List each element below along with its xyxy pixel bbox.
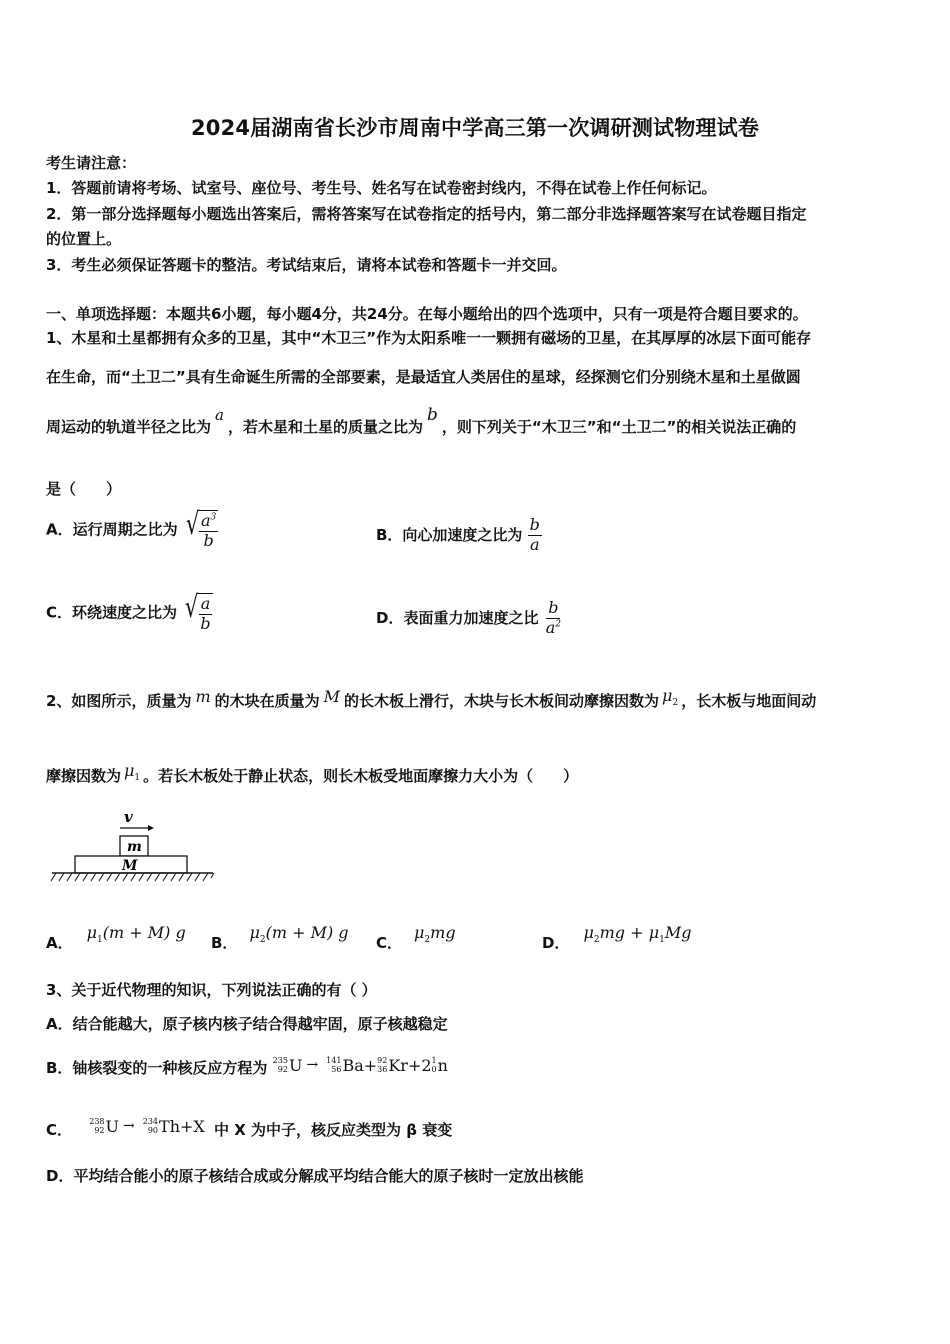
sqrt-a-over-b: √ $\frac{a}{b}$ — [185, 590, 211, 633]
notice-item-1: 1．答题前请将考场、试室号、座位号、考生号、姓名写在试卷密封线内，不得在试卷上作任何标记。 — [46, 179, 717, 197]
frac-b-over-a: $\frac{b}{a}$ — [529, 515, 540, 554]
fission-equation: 235 92 U → 141 56 Ba+ 92 36 Kr+2 1 0 n — [272, 1055, 448, 1075]
q2-option-d[interactable]: D．$\mu_2mg + \mu_1Mg$ — [542, 923, 692, 952]
q1-stem-line3: 周运动的轨道半径之比为a，若木星和土星的质量之比为b，则下列关于“木卫三”和“土卫二”的相关说法正确的 — [46, 405, 797, 436]
board-mass-label: M — [122, 858, 138, 874]
var-a: a — [215, 406, 224, 424]
q3-stem: 3、关于近代物理的知识，下列说法正确的有（ ） — [46, 981, 377, 999]
q1-stem-line1: 1、木星和土星都拥有众多的卫星，其中“木卫三”作为太阳系唯一一颗拥有磁场的卫星，在其厚厚的冰层下面可能存 — [46, 329, 812, 347]
mu1-symbol: $\mu_1$ — [124, 761, 141, 784]
q1-option-d[interactable]: D．表面重力加速度之比 $\frac{b}{a^2}$ — [376, 598, 561, 637]
q2-option-c[interactable]: C．$\mu_2mg$ — [376, 923, 456, 952]
var-M: M — [323, 687, 341, 706]
q1-stem-line4: 是（ ） — [46, 480, 122, 498]
q3-option-d[interactable]: D．平均结合能小的原子核结合成或分解成平均结合能大的原子核时一定放出核能 — [46, 1167, 584, 1185]
q2-option-a[interactable]: A．$\mu_1(m + M)$ g — [46, 923, 186, 952]
q1-option-a[interactable]: A．运行周期之比为 √ $\frac{a^3}{b}$ — [46, 507, 217, 550]
frac-b-over-a2: $\frac{b}{a^2}$ — [545, 598, 561, 637]
section-heading: 一、单项选择题：本题共6小题，每小题4分，共24分。在每小题给出的四个选项中，只有一项是符合题目要求的。 — [46, 305, 808, 323]
notice-item-3: 3．考生必须保证答题卡的整洁。考试结束后，请将本试卷和答题卡一并交回。 — [46, 256, 567, 274]
q1-stem-line2: 在生命，而“土卫二”具有生命诞生所需的全部要素，是最适宜人类居住的星球，经探测它们分别绕木星和土星做圆 — [46, 368, 801, 386]
block-on-board-figure — [48, 806, 218, 886]
q3-option-b[interactable]: B．铀核裂变的一种核反应方程为 235 92 U → 141 56 Ba+ 92 36 Kr+2 1 0 n — [46, 1055, 448, 1077]
q2-option-b[interactable]: B．$\mu_2(m + M)$ g — [211, 923, 349, 952]
sqrt-a3-over-b: √ $\frac{a^3}{b}$ — [185, 507, 217, 550]
notice-item-2-cont: 的位置上。 — [46, 230, 122, 248]
velocity-label: v — [124, 808, 133, 826]
block-mass-label: m — [127, 839, 142, 855]
q1-option-c[interactable]: C．环绕速度之比为 √ $\frac{a}{b}$ — [46, 590, 211, 633]
notice-heading: 考生请注意： — [46, 154, 137, 172]
notice-item-2: 2．第一部分选择题每小题选出答案后，需将答案写在试卷指定的括号内，第二部分非选择题答案写在试卷题目指定 — [46, 205, 807, 223]
velocity-arrowhead — [148, 825, 154, 831]
q2-stem-line1: 2、如图所示，质量为 m 的木块在质量为 M 的长木板上滑行，木块与长木板间动摩擦因数为 $\mu_2$ ，长木板与地面间动 — [46, 686, 817, 710]
var-b: b — [426, 405, 438, 425]
q3-option-a[interactable]: A．结合能越大，原子核内核子结合得越牢固，原子核越稳定 — [46, 1015, 448, 1033]
mu2-symbol: $\mu_2$ — [662, 686, 679, 709]
q1-option-b[interactable]: B．向心加速度之比为 $\frac{b}{a}$ — [376, 515, 540, 554]
var-m: m — [195, 687, 211, 706]
q3-option-c[interactable]: C． 238 92 U → 234 90 Th+X 中 X 为中子，核反应类型为 β 衰变 — [46, 1116, 453, 1139]
decay-equation: 238 92 U → 234 90 Th+X — [89, 1116, 205, 1136]
q2-stem-line2: 摩擦因数为 $\mu_1$ 。若长木板处于静止状态，则长木板受地面摩擦力大小为（ ） — [46, 761, 579, 785]
page-title: 2024届湖南省长沙市周南中学高三第一次调研测试物理试卷 — [190, 116, 760, 140]
ground-hatching — [51, 873, 214, 881]
